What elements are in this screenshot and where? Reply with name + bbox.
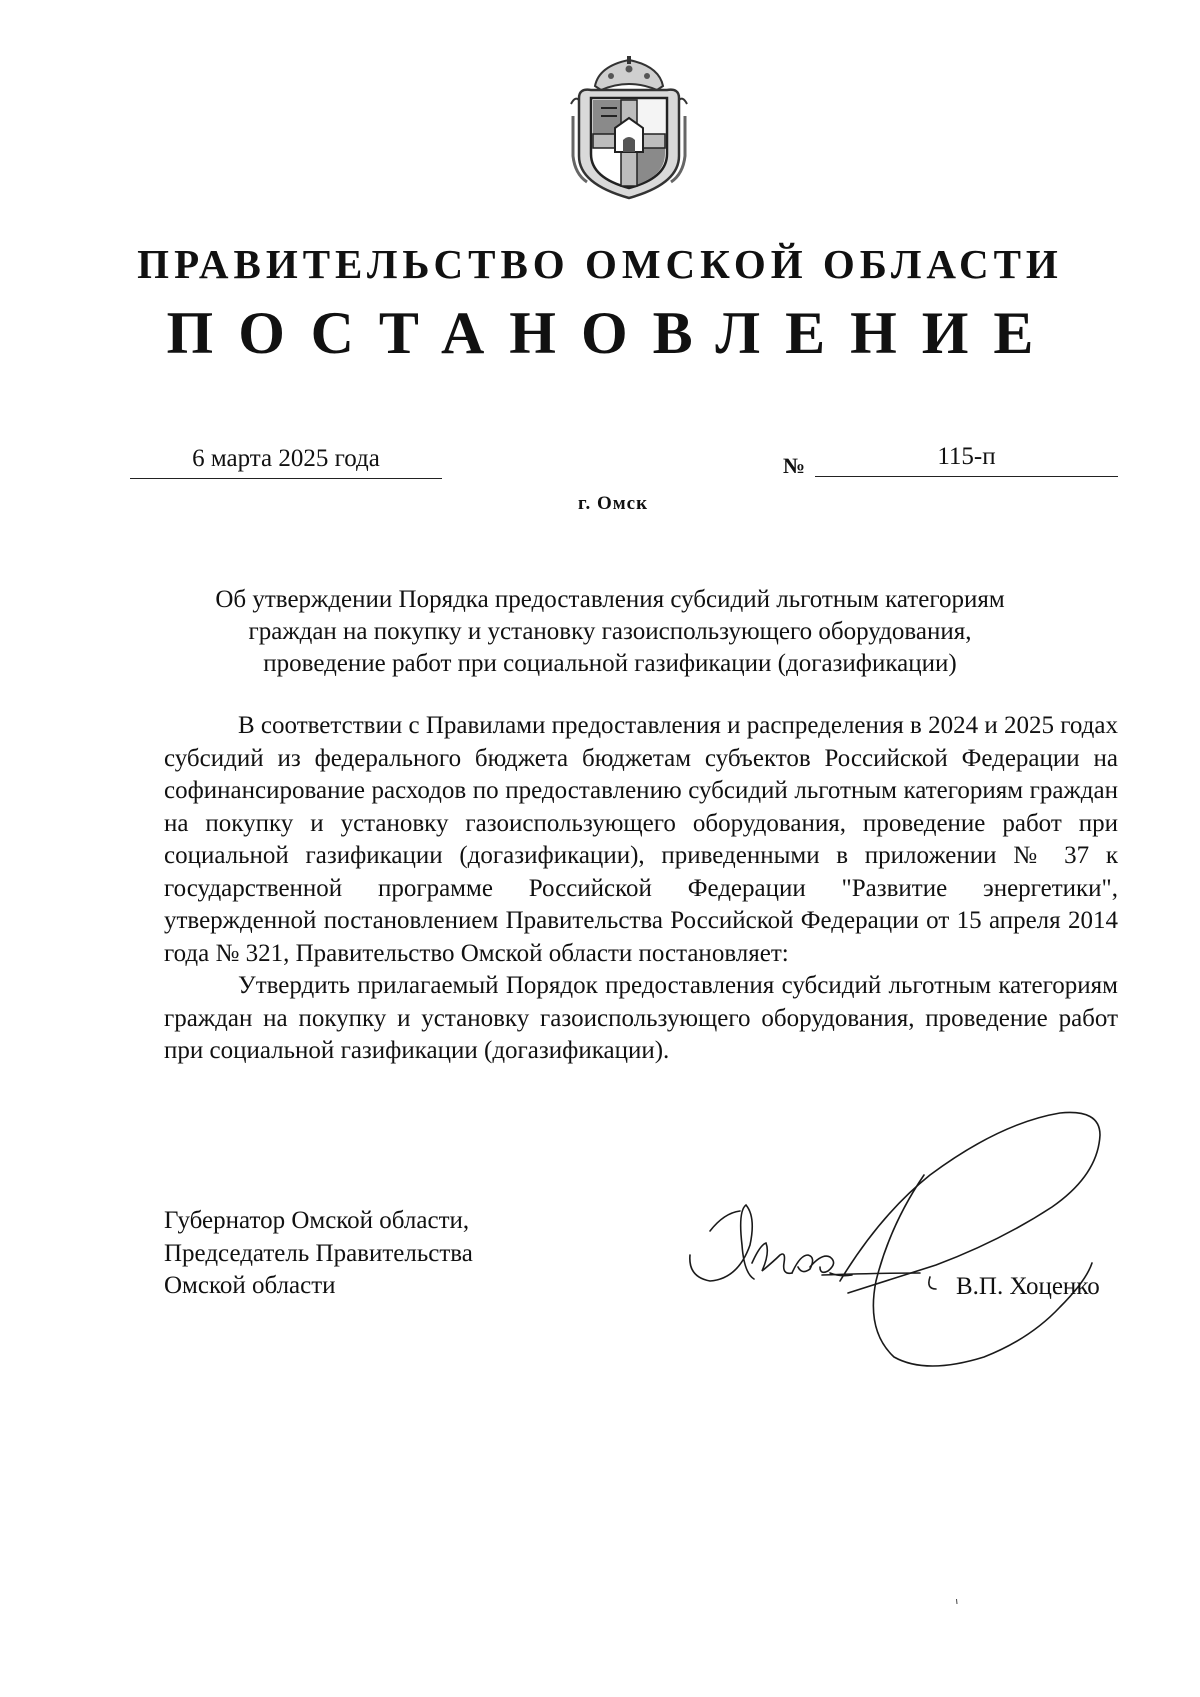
signer-position-line: Омской области bbox=[164, 1272, 336, 1299]
document-body bbox=[164, 710, 1118, 1068]
coat-of-arms-emblem bbox=[565, 56, 693, 202]
organization-title: ПРАВИТЕЛЬСТВО ОМСКОЙ ОБЛАСТИ bbox=[137, 241, 1063, 287]
document-date: 6 марта 2025 года bbox=[130, 442, 442, 479]
subject-line: Об утверждении Порядка предоставления субсидий льготным категориям bbox=[215, 586, 1005, 613]
number-label: № bbox=[783, 453, 806, 478]
signer-name: В.П. Хоценко bbox=[956, 1273, 1100, 1300]
city-line: г. Омск bbox=[577, 493, 649, 514]
document-number: 115-п bbox=[815, 440, 1118, 477]
subject-line: проведение работ при социальной газификации (догазификации) bbox=[263, 650, 957, 677]
document-type-heading: ПОСТАНОВЛЕНИЕ bbox=[166, 300, 1059, 366]
body-paragraph: Утвердить прилагаемый Порядок предоставления субсидий льготным категориям граждан на покупку и установку газоиспользующего оборудования, проведение работ при социальной газификации (догазификации). bbox=[164, 972, 1118, 1064]
signer-position-line: Губернатор Омской области, bbox=[164, 1207, 470, 1234]
signer-position bbox=[164, 1205, 473, 1303]
subject-line: граждан на покупку и установку газоиспользующего оборудования, bbox=[248, 618, 972, 645]
body-paragraph: В соответствии с Правилами предоставления и распределения в 2024 и 2025 годах субсидий из федерального бюджета бюджетам субъектов Российской Федерации на софинансирование расходов по предоставлению субсидий льготным категориям граждан на покупку и установку газоиспользующего оборудования, проведение работ при социальной газификации (догазификации), приведенными в приложении № 37 к государственной программе Российской Федерации "Развитие энергетики", утвержденной постановлением Правительства Российской Федерации от 15 апреля 2014 года № 321, Правительство Омской области постановляет: bbox=[164, 712, 1118, 967]
signer-position-line: Председатель Правительства bbox=[164, 1239, 473, 1267]
handwritten-signature bbox=[680, 1095, 1160, 1425]
document-subject bbox=[130, 584, 1090, 680]
scan-speck bbox=[955, 1599, 958, 1604]
